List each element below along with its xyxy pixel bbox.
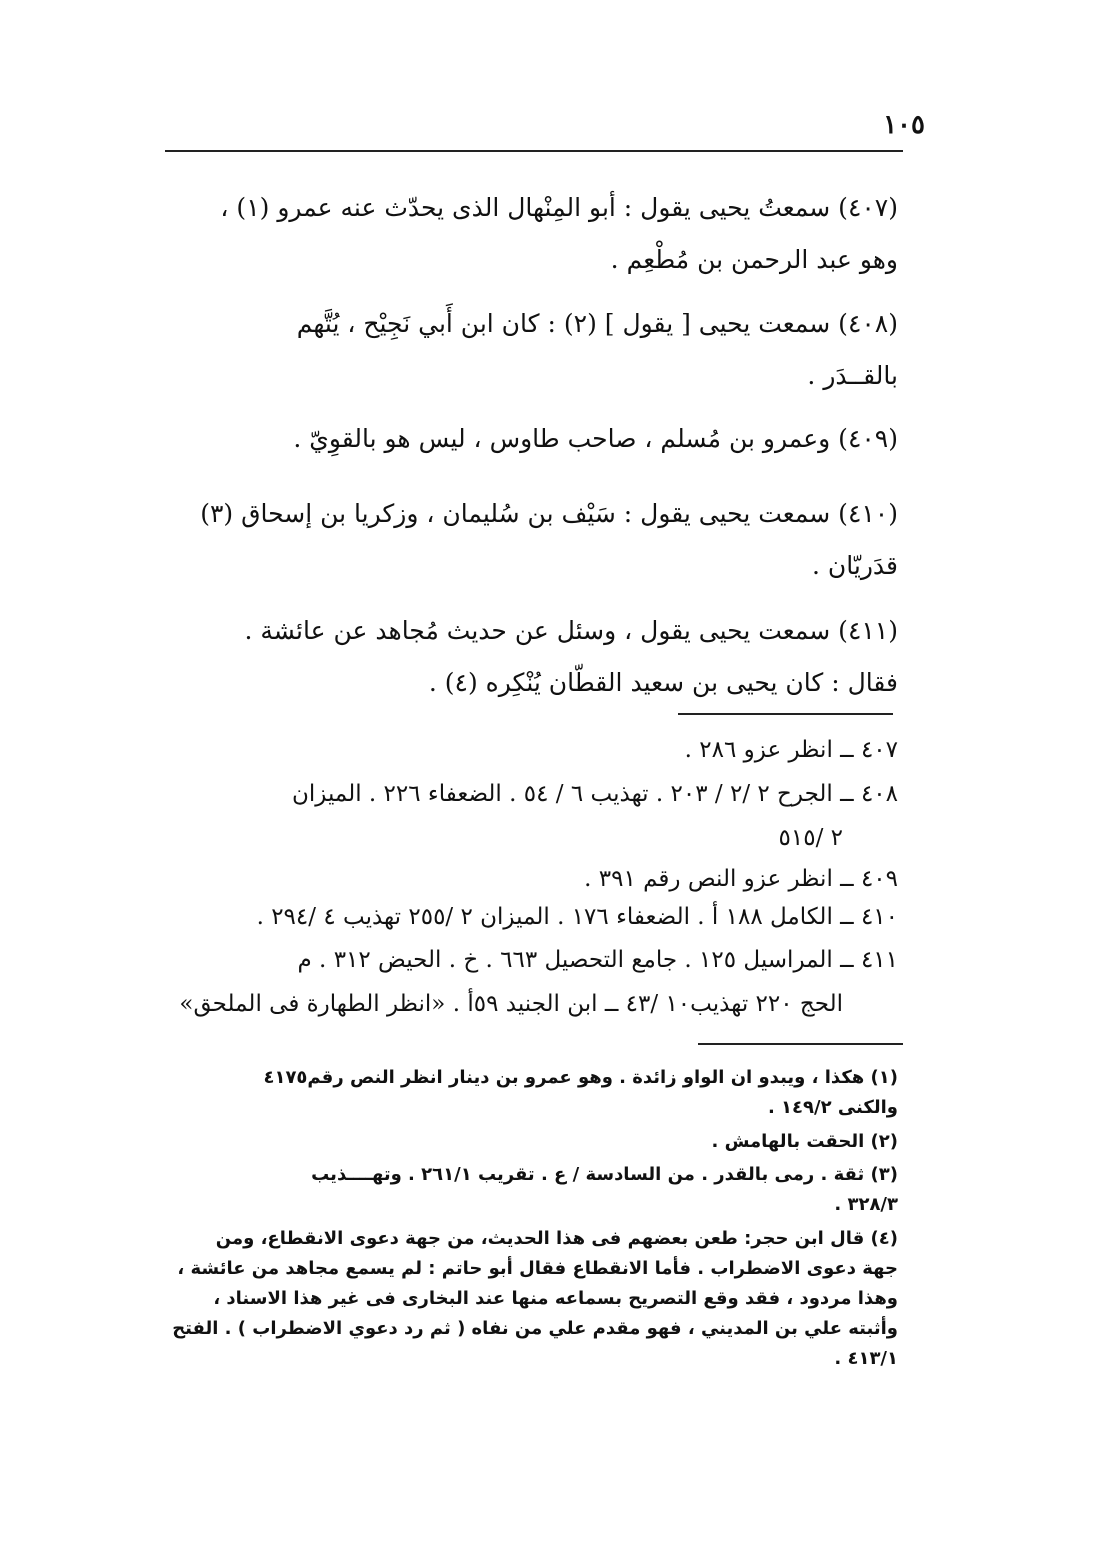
notes-separator-rule <box>678 713 893 715</box>
paragraph-line: (٤٠٨) سمعت يحيى [ يقول ] (٢) : كان ابن أَبي نَجِيْح ، يُتَّهم <box>296 309 898 338</box>
footnote-line: (٤) قال ابن حجر: طعن بعضهم فى هذا الحديث، من جهة دعوى الانقطاع، ومن <box>215 1228 898 1249</box>
reference-note-408 <box>168 772 898 860</box>
paragraph-409 <box>168 413 898 465</box>
note-line: ٤٠٨ ــ الجرح ٢ /٢ / ٢٠٣ . تهذيب ٦ / ٥٤ . الضعفاء ٢٢٦ . الميزان <box>292 781 898 807</box>
paragraph-407 <box>168 182 898 286</box>
footnote-line: (٢) الحقت بالهامش . <box>711 1131 898 1152</box>
paragraph-line: وهو عبد الرحمن بن مُطْعِم . <box>610 245 898 274</box>
reference-note-411 <box>168 938 898 1026</box>
reference-note-407 <box>168 728 898 772</box>
reference-note-410 <box>168 895 898 939</box>
paragraph-line: بالقــدَر . <box>807 361 898 390</box>
page-number: ١٠٥ <box>883 110 925 140</box>
paragraph-410 <box>168 488 898 592</box>
note-line: ٤٠٩ ــ انظر عزو النص رقم ٣٩١ . <box>584 866 898 892</box>
paragraph-line: قدَريّان . <box>812 551 898 580</box>
paragraph-line: (٤١٠) سمعت يحيى يقول : سَيْف بن سُليمان ، وزكريا بن إسحاق (٣) <box>200 499 898 528</box>
footnote-1 <box>163 1063 898 1123</box>
note-line: ٤٠٧ ــ انظر عزو ٢٨٦ . <box>684 737 898 763</box>
paragraph-line: (٤١١) سمعت يحيى يقول ، وسئل عن حديث مُجاهد عن عائشة . <box>244 616 898 645</box>
footnote-line: جهة دعوى الاضطراب . فأما الانقطاع فقال أبو حاتم : لم يسمع مجاهد من عائشة ، <box>177 1258 898 1279</box>
footnote-line: (١) هكذا ، ويبدو ان الواو زائدة . وهو عمرو بن دينار انظر النص رقم٤١٧٥ <box>263 1067 898 1088</box>
footnote-line: والكنى ١٤٩/٢ . <box>767 1097 898 1118</box>
footnote-line: ٤١٣/١ . <box>834 1348 898 1369</box>
header-rule <box>165 150 903 152</box>
paragraph-408 <box>168 298 898 402</box>
note-line: الحج ٢٢٠ تهذيب١٠ /٤٣ ــ ابن الجنيد ٥٩أ . «انظر الطهارة فى الملحق» <box>179 991 843 1017</box>
paragraph-line: (٤٠٧) سمعتُ يحيى يقول : أبو المِنْهال الذى يحدّث عنه عمرو (١) ، <box>220 193 898 222</box>
paragraph-line: (٤٠٩) وعمرو بن مُسلم ، صاحب طاوس ، ليس هو بالقوِيّ . <box>293 424 898 453</box>
footnote-2 <box>163 1127 898 1157</box>
footnotes-separator-rule <box>698 1043 903 1045</box>
footnote-line: ٣٢٨/٣ . <box>834 1194 898 1215</box>
footnote-line: (٣) ثقة . رمى بالقدر . من السادسة / ع . تقريب ٢٦١/١ . وتهــــذيب <box>311 1164 898 1185</box>
footnote-3 <box>163 1160 898 1220</box>
note-line: ٤١٠ ــ الكامل ١٨٨ أ . الضعفاء ١٧٦ . الميزان ٢ /٢٥٥ تهذيب ٤ /٢٩٤ . <box>256 904 898 930</box>
paragraph-line: فقال : كان يحيى بن سعيد القطّان يُنْكِره (٤) . <box>428 668 898 697</box>
note-line: ٤١١ ــ المراسيل ١٢٥ . جامع التحصيل ٦٦٣ . خ . الحيض ٣١٢ . م <box>297 947 898 973</box>
footnote-4 <box>163 1224 898 1374</box>
footnote-line: وأثبته علي بن المديني ، فهو مقدم علي من نفاه ( ثم رد دعوي الاضطراب ) . الفتح <box>172 1318 898 1339</box>
note-line: ٢ /٥١٥ <box>778 825 843 851</box>
paragraph-411 <box>168 605 898 709</box>
footnote-line: وهذا مردود ، فقد وقع التصريح بسماعه منها عند البخارى فى غير هذا الاسناد ، <box>213 1288 898 1309</box>
